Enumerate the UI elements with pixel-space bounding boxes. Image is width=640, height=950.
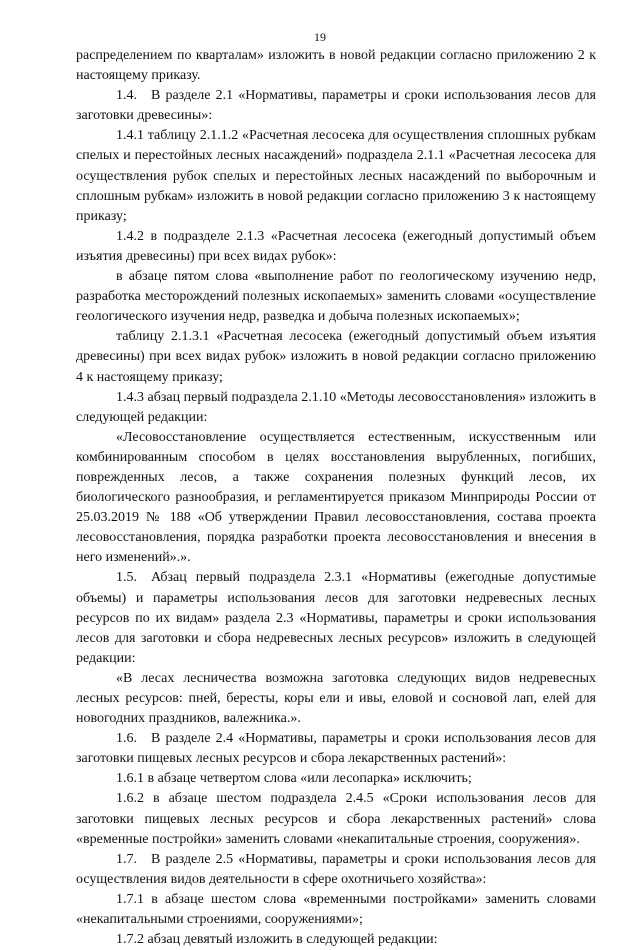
paragraph: в абзаце пятом слова «выполнение работ по геологическому изучению недр, разработка месторождений полезных ископаемых» заменить словами «осуществление геологического изучения недр, разведка и добыча полезных ископаемых»; (76, 269, 596, 325)
paragraph: таблицу 2.1.3.1 «Расчетная лесосека (ежегодный допустимый объем изъятия древесины) при всех видах рубок» изложить в новой редакции согласно приложению 4 к настоящему приказу; (76, 329, 596, 385)
paragraph: «Лесовосстановление осуществляется естественным, искусственным или комбинированным способом в целях восстановления вырубленных, погибших, поврежденных лесов, а также сохранения полезных функций лесов, их биологического разнообразия, и регламентируется приказом Минприроды России от 25.03.2019 № 188 «Об утверждении Правил лесовосстановления, состава проекта лесовосстановления, порядка разработки проекта лесовосстановления и внесения в него изменений».». (76, 429, 596, 566)
page-number: 19 (314, 30, 326, 44)
paragraph: «В лесах лесничества возможна заготовка следующих видов недревесных лесных ресурсов: пней, бересты, коры ели и ивы, еловой и сосновой лап, елей для новогодних праздников, валежника.». (76, 670, 596, 727)
paragraph: 1.6. В разделе 2.4 «Нормативы, параметры и сроки использования лесов для заготовки пищевых лесных ресурсов и сбора лекарственных растений»: (76, 731, 596, 767)
paragraph: 1.7.2 абзац девятый изложить в следующей редакции: (116, 932, 438, 948)
paragraph: 1.7. В разделе 2.5 «Нормативы, параметры и сроки использования лесов для осуществления видов деятельности в сфере охотничьего хозяйства»: (76, 851, 596, 887)
document-body (76, 46, 596, 950)
paragraph: 1.4.3 абзац первый подраздела 2.1.10 «Методы лесовосстановления» изложить в следующей редакции: (76, 389, 596, 425)
paragraph: 1.4.1 таблицу 2.1.1.2 «Расчетная лесосека для осуществления сплошных рубкам спелых и перестойных лесных насаждений» подраздела 2.1.1 «Расчетная лесосека для осуществления рубок спелых и перестойных лесных насаждений по выборочным и сплошным рубкам» изложить в новой редакции согласно приложению 3 к настоящему приказу; (76, 128, 596, 224)
paragraph: 1.4.2 в подразделе 2.1.3 «Расчетная лесосека (ежегодный допустимый объем изъятия древесины) при всех видах рубок»: (76, 228, 596, 264)
paragraph: 1.6.2 в абзаце шестом подраздела 2.4.5 «Сроки использования лесов для заготовки пищевых лесных ресурсов и сбора лекарственных растений» слова «временные постройки» заменить словами «некапитальные строения, сооружения». (76, 791, 596, 847)
paragraph: 1.4. В разделе 2.1 «Нормативы, параметры и сроки использования лесов для заготовки древесины»: (76, 88, 596, 124)
paragraph: распределением по кварталам» изложить в новой редакции согласно приложению 2 к настоящему приказу. (76, 48, 596, 84)
paragraph: 1.5. Абзац первый подраздела 2.3.1 «Нормативы (ежегодные допустимые объемы) и параметры использования лесов для заготовки недревесных лесных ресурсов по их видам» раздела 2.3 «Нормативы, параметры и сроки использования лесов для заготовки и сбора недревесных лесных ресурсов» изложить в следующей редакции: (76, 570, 596, 666)
paragraph: 1.6.1 в абзаце четвертом слова «или лесопарка» исключить; (116, 771, 472, 787)
paragraph: 1.7.1 в абзаце шестом слова «временными постройками» заменить словами «некапитальными строениями, сооружениями»; (76, 891, 596, 928)
